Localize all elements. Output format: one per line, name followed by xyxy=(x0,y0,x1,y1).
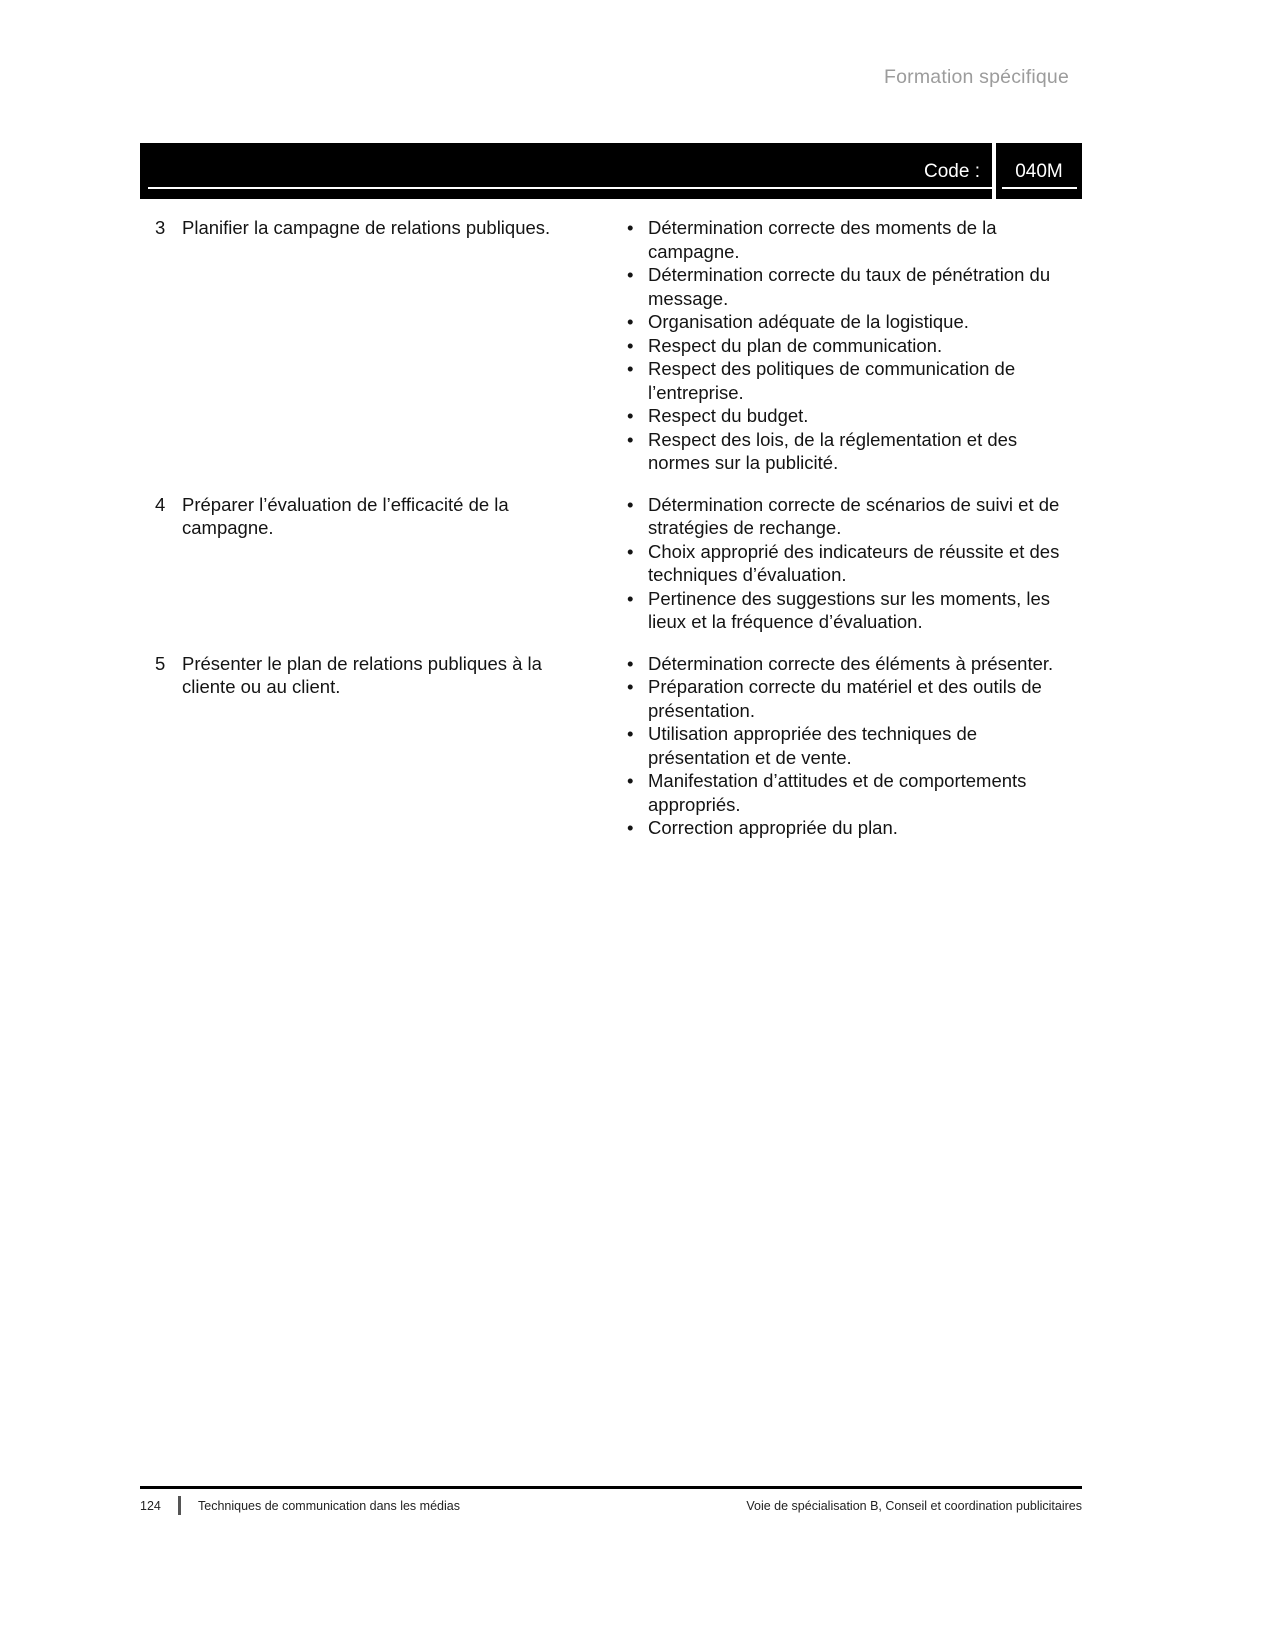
footer-left-text: Techniques de communication dans les médias xyxy=(198,1498,460,1513)
section-title: Planifier la campagne de relations publiques. xyxy=(182,217,551,238)
section-number: 4 xyxy=(155,493,166,515)
footer xyxy=(140,1486,1082,1515)
bullet-item: • Détermination correcte des éléments à présenter. xyxy=(625,652,1082,676)
bullet-item: • Détermination correcte de scénarios de suivi et de stratégies de rechange. xyxy=(625,493,1082,540)
section-row xyxy=(140,652,1082,840)
code-value: 040M xyxy=(1015,161,1063,182)
code-label-cell xyxy=(140,143,992,199)
bullet-item: • Préparation correcte du matériel et des outils de présentation. xyxy=(625,675,1082,722)
bullet-item: • Utilisation appropriée des techniques de présentation et de vente. xyxy=(625,722,1082,769)
sections xyxy=(140,216,1082,858)
section-number: 3 xyxy=(155,217,166,238)
footer-right-text: Voie de spécialisation B, Conseil et coordination publicitaires xyxy=(746,1498,1082,1513)
section-title: Présenter le plan de relations publiques à la cliente ou au client. xyxy=(182,652,542,697)
bullet-list xyxy=(625,493,1082,634)
page-number: 124 xyxy=(140,1498,161,1513)
running-head: Formation spécifique xyxy=(883,66,1069,88)
section-number: 5 xyxy=(155,652,166,674)
bullet-item: • Détermination correcte des moments de la campagne. xyxy=(625,216,1082,263)
bullet-item: • Respect des lois, de la réglementation et des normes sur la publicité. xyxy=(625,428,1082,475)
bullet-list xyxy=(625,652,1082,840)
bullet-item: • Détermination correcte du taux de pénétration du message. xyxy=(625,263,1082,310)
bullet-item: • Organisation adéquate de la logistique. xyxy=(625,310,1082,334)
section-row xyxy=(140,493,1082,634)
code-value-cell xyxy=(992,143,1082,199)
bullet-item: • Manifestation d’attitudes et de comportements appropriés. xyxy=(625,769,1082,816)
bullet-item: • Correction appropriée du plan. xyxy=(625,816,1082,840)
bullet-item: • Pertinence des suggestions sur les moments, les lieux et la fréquence d’évaluation. xyxy=(625,587,1082,634)
section-title: Préparer l’évaluation de l’efficacité de la campagne. xyxy=(182,493,509,538)
bullet-item: • Respect du budget. xyxy=(625,404,1082,428)
footer-row xyxy=(140,1496,1082,1515)
section-objective xyxy=(140,216,625,475)
bullet-item: • Respect du plan de communication. xyxy=(625,334,1082,358)
code-label: Code : xyxy=(924,161,980,182)
section-objective xyxy=(140,493,625,634)
footer-rule xyxy=(140,1486,1082,1489)
footer-separator xyxy=(178,1496,181,1515)
bullet-list xyxy=(625,216,1082,475)
section-row xyxy=(140,216,1082,475)
bullet-item: • Choix approprié des indicateurs de réussite et des techniques d’évaluation. xyxy=(625,540,1082,587)
section-objective xyxy=(140,652,625,840)
code-bar xyxy=(140,143,1082,199)
bullet-item: • Respect des politiques de communication de l’entreprise. xyxy=(625,357,1082,404)
